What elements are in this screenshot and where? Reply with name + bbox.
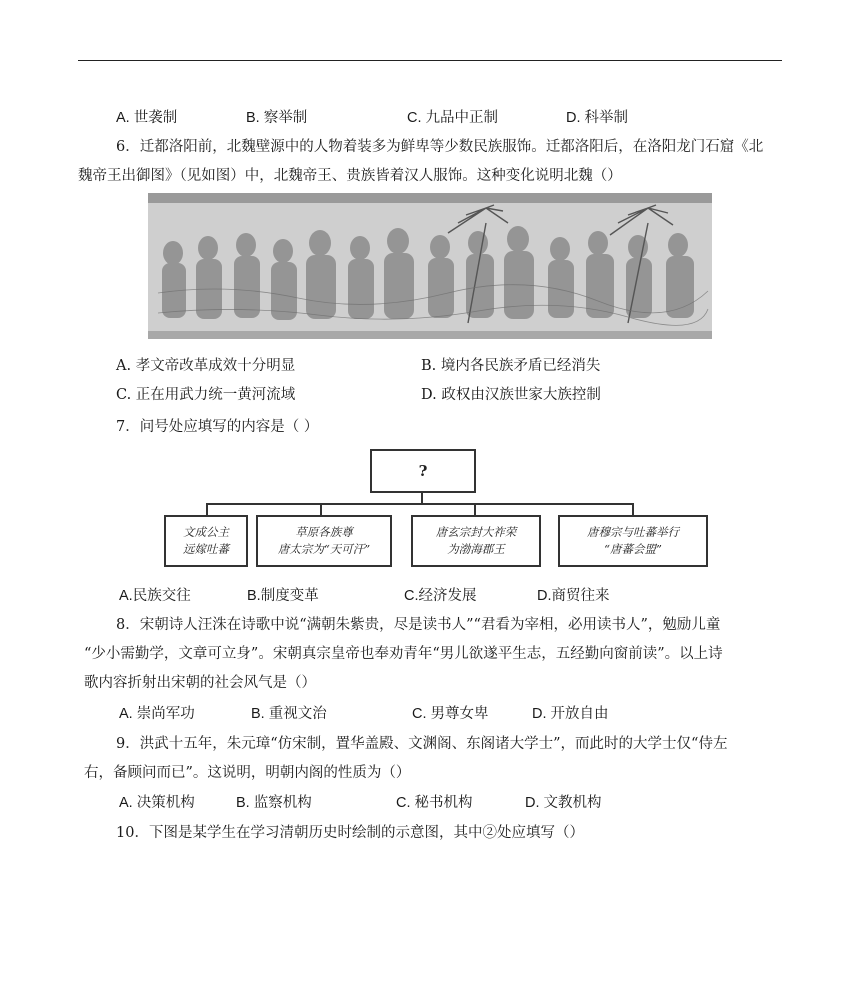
q5-option-c: C. 九品中正制 bbox=[407, 110, 499, 126]
diagram-box-3 bbox=[411, 515, 541, 567]
header-rule bbox=[78, 60, 782, 61]
q5-option-b: B. 察举制 bbox=[246, 110, 308, 126]
q10-stem: 10．下图是某学生在学习清朝历史时绘制的示意图，其中②处应填写（） bbox=[116, 825, 584, 841]
diagram-box-3-line1: 唐玄宗封大祚荣 bbox=[435, 525, 517, 539]
q7-stem: 7．问号处应填写的内容是（ ） bbox=[116, 419, 319, 435]
diagram-box-2 bbox=[256, 515, 392, 567]
q7-option-c: C.经济发展 bbox=[404, 588, 477, 604]
q7-option-b: B.制度变革 bbox=[247, 588, 319, 604]
diagram-box-2-line1: 草原各族尊 bbox=[295, 525, 353, 539]
q6-option-b: B. 境内各民族矛盾已经消失 bbox=[421, 358, 601, 374]
q8-option-a: A. 崇尚军功 bbox=[119, 706, 195, 722]
q9-option-d: D. 文教机构 bbox=[525, 795, 602, 811]
diagram-box-2-line2: 唐太宗为“天可汗” bbox=[277, 542, 371, 556]
diagram-box-4 bbox=[558, 515, 708, 567]
q6-stem-line1: 6．迁都洛阳前，北魏壁源中的人物着装多为鲜卑等少数民族服饰。迁都洛阳后，在洛阳龙门石窟《北 bbox=[116, 139, 764, 155]
diagram-box-1-line1: 文成公主 bbox=[183, 525, 229, 539]
q9-stem-line1: 9．洪武十五年，朱元璋“仿宋制，置华盖殿、文渊阁、东阁诸大学士”，而此时的大学士仅“侍左 bbox=[116, 736, 728, 752]
q8-option-b: B. 重视文治 bbox=[251, 706, 327, 722]
q6-option-c: C. 正在用武力统一黄河流域 bbox=[116, 387, 296, 403]
q9-option-c: C. 秘书机构 bbox=[396, 795, 473, 811]
diagram-top-box: ? bbox=[370, 449, 476, 493]
q9-option-a: A. 决策机构 bbox=[119, 795, 195, 811]
q6-stem-line2: 魏帝王出御图》（见如图）中，北魏帝王、贵族皆着汉人服饰。这种变化说明北魏（） bbox=[78, 168, 622, 184]
q7-option-a: A.民族交往 bbox=[119, 588, 191, 604]
northern-wei-relief-image bbox=[148, 193, 712, 339]
q8-stem-line1: 8．宋朝诗人汪洙在诗歌中说“满朝朱紫贵，尽是读书人”“君看为宰相，必用读书人”，勉励儿童 bbox=[116, 617, 721, 633]
diagram-box-1 bbox=[164, 515, 248, 567]
diagram-box-1-line2: 远嫁吐蕃 bbox=[183, 542, 229, 556]
q8-option-d: D. 开放自由 bbox=[532, 706, 609, 722]
q5-option-d: D. 科举制 bbox=[566, 110, 629, 126]
q6-option-d: D. 政权由汉族世家大族控制 bbox=[421, 387, 601, 403]
diagram-box-3-line2: 为渤海郡王 bbox=[447, 542, 505, 556]
q8-option-c: C. 男尊女卑 bbox=[412, 706, 489, 722]
diagram-connector-horizontal bbox=[206, 503, 634, 505]
diagram-box-4-line2: “唐蕃会盟” bbox=[604, 542, 662, 556]
q9-stem-line2: 右，备顾问而已”。这说明，明朝内阁的性质为（） bbox=[84, 765, 411, 781]
q9-option-b: B. 监察机构 bbox=[236, 795, 312, 811]
q5-option-a: A. 世袭制 bbox=[116, 110, 178, 126]
q8-stem-line3: 歌内容折射出宋朝的社会风气是（） bbox=[84, 675, 316, 691]
q8-stem-line2: “少小需勤学，文章可立身”。宋朝真宗皇帝也奉劝青年“男儿欲遂平生志，五经勤向窗前读”。以上诗 bbox=[84, 646, 723, 662]
q6-option-a: A. 孝文帝改革成效十分明显 bbox=[116, 358, 296, 374]
diagram-box-4-line1: 唐穆宗与吐蕃举行 bbox=[587, 525, 679, 539]
q7-option-d: D.商贸往来 bbox=[537, 588, 610, 604]
